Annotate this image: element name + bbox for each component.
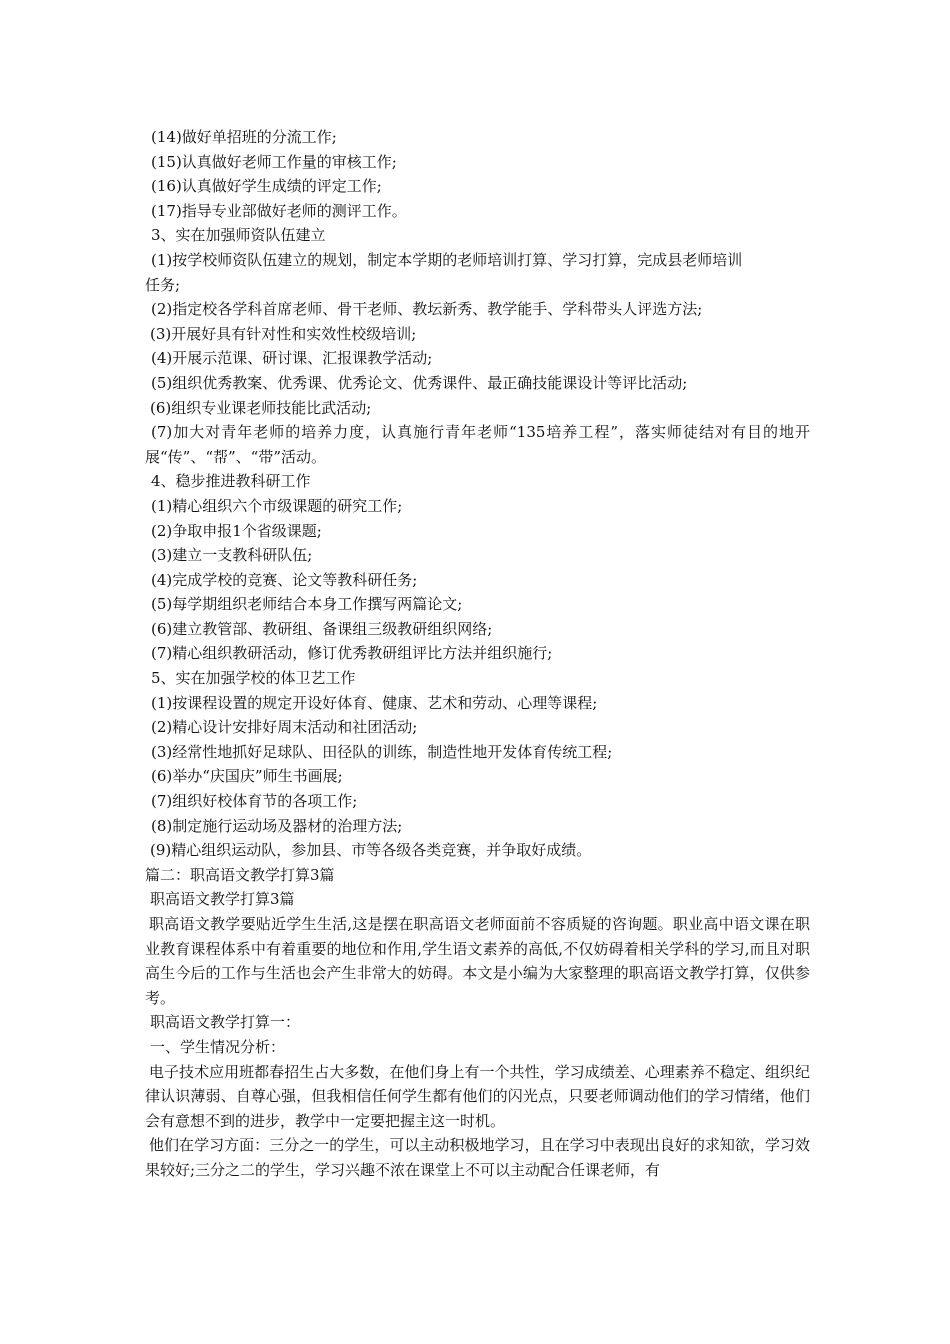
text-line: (1)按学校师资队伍建立的规划，制定本学期的老师培训打算、学习打算，完成县老师培训 <box>151 250 743 269</box>
text-line: (17)指导专业部做好老师的测评工作。 <box>151 201 407 220</box>
document-body <box>145 125 810 1183</box>
text-line: (3)经常性地抓好足球队、田径队的训练，制造性地开发体育传统工程; <box>151 742 613 761</box>
text-line: (2)精心设计安排好周末活动和社团活动; <box>151 718 418 737</box>
text-line: (4)完成学校的竞赛、论文等教科研任务; <box>151 570 418 589</box>
subsection-heading: 一、学生情况分析： <box>150 1037 286 1056</box>
text-line: (4)开展示范课、研讨课、汇报课教学活动; <box>151 349 433 368</box>
section-heading: 5、实在加强学校的体卫艺工作 <box>151 669 356 688</box>
text-paragraph: (7)加大对青年老师的培养力度，认真施行青年老师“135培养工程”，落实师徒结对有目的地开展“传”、“帮”、“带”活动。 <box>145 423 810 466</box>
text-line: (9)精心组织运动队，参加县、市等各级各类竞赛，并争取好成绩。 <box>150 841 592 860</box>
section-heading: 3、实在加强师资队伍建立 <box>151 226 326 245</box>
text-line: (3)开展好具有针对性和实效性校级培训; <box>150 324 417 343</box>
text-line: (1)按课程设置的规定开设好体育、健康、艺术和劳动、心理等课程; <box>151 693 598 712</box>
section-heading: 4、稳步推进教科研工作 <box>151 472 311 491</box>
text-line: (7)精心组织教研活动，修订优秀教研组评比方法并组织施行; <box>151 644 553 663</box>
text-line: (7)组织好校体育节的各项工作; <box>151 792 358 811</box>
chapter-title: 职高语文教学打算3篇 <box>150 890 295 909</box>
text-line: (2)争取申报1个省级课题; <box>151 521 322 540</box>
text-line: (3)建立一支教科研队伍; <box>151 546 313 565</box>
text-line: (15)认真做好老师工作量的审核工作; <box>151 152 397 171</box>
text-line: (2)指定校各学科首席老师、骨干老师、教坛新秀、教学能手、学科带头人评选方法; <box>151 300 703 319</box>
intro-paragraph: 职高语文教学要贴近学生生活,这是摆在职高语文老师面前不容质疑的咨询题。职业高中语文课在职业教育课程体系中有着重要的地位和作用,学生语文素养的高低,不仅妨碍着相关学科的学习,而且对职高生今后的工作与生活也会产生非常大的妨碍。本文是小编为大家整理的职高语文教学打算，仅供参考。 <box>145 915 810 1007</box>
text-line: (14)做好单招班的分流工作; <box>151 128 337 146</box>
text-line: (1)精心组织六个市级课题的研究工作; <box>151 496 403 515</box>
text-line: 任务; <box>145 275 181 294</box>
text-paragraph: 他们在学习方面：三分之一的学生，可以主动积极地学习，且在学习中表现出良好的求知欲，学习效果较好;三分之二的学生，学习兴趣不浓在课堂上不可以主动配合任课老师，有 <box>145 1136 810 1179</box>
text-paragraph: 电子技术应用班都春招生占大多数，在他们身上有一个共性，学习成绩差、心理素养不稳定、组织纪律认识薄弱、自尊心强，但我相信任何学生都有他们的闪光点，只要老师调动他们的学习情绪，他们会有意想不到的进步，教学中一定要把握主这一时机。 <box>145 1062 810 1130</box>
text-line: (6)举办“庆国庆”师生书画展; <box>151 767 343 786</box>
text-line: (6)建立教管部、教研组、备课组三级教研组织网络; <box>151 619 493 638</box>
chapter-heading: 篇二：职高语文教学打算3篇 <box>145 865 335 884</box>
text-line: (5)组织优秀教案、优秀课、优秀论文、优秀课件、最正确技能课设计等评比活动; <box>151 373 688 392</box>
subsection-heading: 职高语文教学打算一： <box>150 1013 301 1032</box>
text-line: (5)每学期组织老师结合本身工作撰写两篇论文; <box>151 595 463 614</box>
text-line: (8)制定施行运动场及器材的治理方法; <box>151 816 403 835</box>
text-line: (16)认真做好学生成绩的评定工作; <box>151 177 382 196</box>
text-line: (6)组织专业课老师技能比武活动; <box>150 398 372 417</box>
